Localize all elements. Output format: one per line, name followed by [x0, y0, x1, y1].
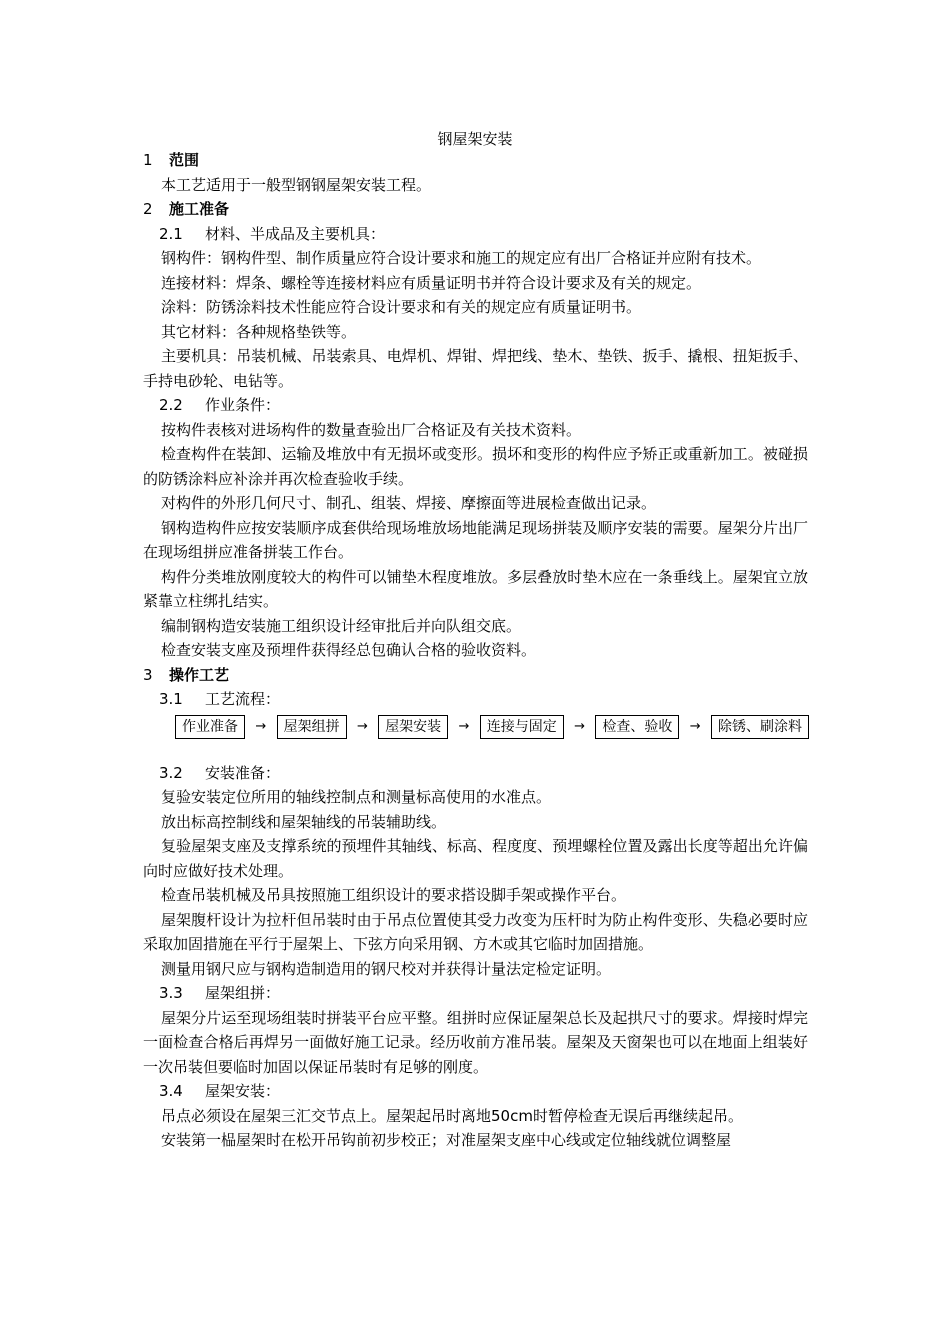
paragraph: 屋架分片运至现场组装时拼装平台应平整。组拼时应保证屋架总长及起拱尺寸的要求。焊接时焊完一面检查合格后再焊另一面做好施工记录。经历收前方准吊装。屋架及天窗架也可以在地面上组装好一次吊装但要临时加固以保证吊装时有足够的刚度。 — [143, 1008, 808, 1076]
flow-step: 屋架组拼 — [277, 715, 347, 739]
arrow-right-icon: → — [356, 718, 368, 734]
flow-step: 连接与固定 — [480, 715, 564, 739]
subsection-heading-3-3: 3.3 屋架组拼： — [159, 984, 281, 1002]
flow-step: 除锈、刷涂料 — [711, 715, 809, 739]
paragraph: 检查安装支座及预埋件获得经总包确认合格的验收资料。 — [161, 641, 537, 659]
paragraph: 按构件表核对进场构件的数量查验出厂合格证及有关技术资料。 — [161, 420, 582, 439]
section-heading-2: 2 施工准备 — [143, 200, 230, 218]
paragraph: 钢构造构件应按安装顺序成套供给现场堆放场地能满足现场拼装及顺序安装的需要。屋架分片出厂在现场组拼应准备拼装工作台。 — [143, 518, 808, 561]
paragraph: 屋架腹杆设计为拉杆但吊装时由于吊点位置使其受力改变为压杆时为防止构件变形、失稳必要时应采取加固措施在平行于屋架上、下弦方向采用钢、方木或其它临时加固措施。 — [143, 910, 808, 953]
paragraph: 编制钢构造安装施工组织设计经审批后并向队组交底。 — [161, 616, 522, 635]
subsection-heading-3-2: 3.2 安装准备： — [159, 763, 281, 782]
arrow-right-icon: → — [574, 718, 586, 734]
paragraph: 检查构件在装卸、运输及堆放中有无损坏或变形。损坏和变形的构件应予矫正或重新加工。被碰损的防锈涂料应补涂并再次检查验收手续。 — [143, 445, 808, 488]
paragraph: 复验屋架支座及支撑系统的预埋件其轴线、标高、程度度、预埋螺栓位置及露出长度等超出允许偏向时应做好技术处理。 — [143, 837, 808, 880]
arrow-right-icon: → — [689, 718, 701, 734]
section-heading-3: 3 操作工艺 — [143, 665, 230, 684]
subsection-heading-2-2: 2.2 作业条件： — [159, 396, 281, 414]
subsection-heading-3-1: 3.1 工艺流程： — [159, 690, 281, 708]
paragraph: 安装第一榀屋架时在松开吊钩前初步校正；对准屋架支座中心线或定位轴线就位调整屋 — [161, 1131, 732, 1149]
paragraph: 其它材料：各种规格垫铁等。 — [161, 322, 357, 341]
subsection-heading-2-1: 2.1 材料、半成品及主要机具： — [159, 224, 386, 243]
paragraph: 检查吊装机械及吊具按照施工组织设计的要求搭设脚手架或操作平台。 — [161, 886, 627, 904]
paragraph: 复验安装定位所用的轴线控制点和测量标高使用的水准点。 — [161, 788, 552, 806]
subsection-heading-3-4: 3.4 屋架安装： — [159, 1082, 281, 1100]
paragraph: 放出标高控制线和屋架轴线的吊装辅助线。 — [161, 812, 447, 831]
section-heading-1: 1 范围 — [143, 151, 200, 169]
paragraph: 吊点必须设在屋架三汇交节点上。屋架起吊时离地50cm时暂停检查无误后再继续起吊。 — [161, 1106, 743, 1125]
paragraph: 钢构件：钢构件型、制作质量应符合设计要求和施工的规定应有出厂合格证并应附有技术。 — [161, 249, 762, 267]
paragraph: 连接材料：焊条、螺栓等连接材料应有质量证明书并符合设计要求及有关的规定。 — [161, 273, 702, 292]
arrow-right-icon: → — [458, 718, 470, 734]
paragraph: 主要机具：吊装机械、吊装索具、电焊机、焊钳、焊把线、垫木、垫铁、扳手、撬根、扭矩扳手、手持电砂轮、电钻等。 — [143, 347, 808, 390]
paragraph: 本工艺适用于一般型钢钢屋架安装工程。 — [161, 175, 432, 194]
paragraph: 测量用钢尺应与钢构造制造用的钢尺校对并获得计量法定检定证明。 — [161, 959, 612, 978]
paragraph: 构件分类堆放刚度较大的构件可以铺垫木程度堆放。多层叠放时垫木应在一条垂线上。屋架宜立放紧靠立柱绑扎结实。 — [143, 567, 808, 610]
flow-step: 屋架安装 — [378, 715, 448, 739]
paragraph: 涂料：防锈涂料技术性能应符合设计要求和有关的规定应有质量证明书。 — [161, 298, 642, 316]
flow-step: 检查、验收 — [595, 715, 679, 739]
process-flowchart — [175, 713, 809, 741]
document-body — [143, 148, 808, 1153]
arrow-right-icon: → — [255, 718, 267, 734]
paragraph: 对构件的外形几何尺寸、制孔、组装、焊接、摩擦面等进展检查做出记录。 — [161, 494, 657, 512]
flow-step: 作业准备 — [175, 715, 245, 739]
document-title: 钢屋架安装 — [437, 130, 513, 148]
